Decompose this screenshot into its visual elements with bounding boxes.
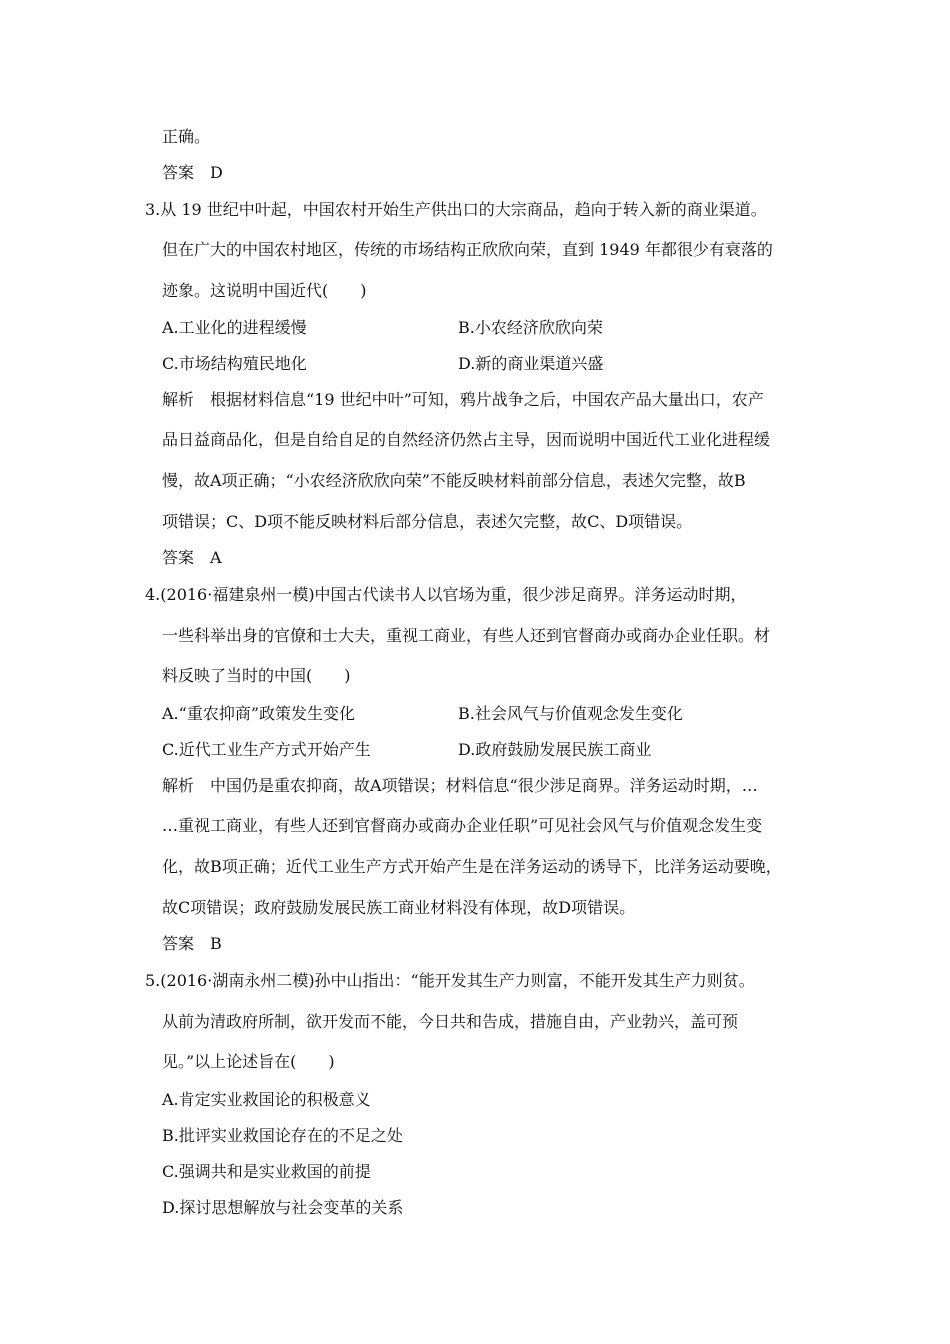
question-5-stem-line-1: 5.(2016·湖南永州二模)孙中山指出：“能开发其生产力则富，不能开发其生产力则贫。: [145, 971, 755, 990]
question-3-analysis-line-3: 慢，故A项正确；“小农经济欣欣向荣”不能反映材料前部分信息，表述欠完整，故B: [162, 471, 746, 490]
question-5-stem-line-3: 见。”以上论述旨在( ): [162, 1052, 335, 1071]
question-4-analysis-line-3: 化，故B项正确；近代工业生产方式开始产生是在洋务运动的诱导下，比洋务运动要晚，: [162, 857, 782, 876]
question-3-stem-line-1: 3.从 19 世纪中叶起，中国农村开始生产供出口的大宗商品，趋向于转入新的商业渠道。: [145, 200, 767, 219]
question-3-option-c: C.市场结构殖民地化: [162, 354, 307, 373]
question-4-analysis-line-1: 解析 中国仍是重农抑商，故A项错误；材料信息“很少涉足商界。洋务运动时期，…: [162, 776, 758, 795]
question-4-option-d: D.政府鼓励发展民族工商业: [458, 740, 652, 759]
question-4-option-b: B.社会风气与价值观念发生变化: [458, 704, 683, 723]
question-3-stem-line-3: 迹象。这说明中国近代( ): [162, 281, 367, 300]
question-3-analysis-line-2: 品日益商品化，但是自给自足的自然经济仍然占主导，因而说明中国近代工业化进程缓: [162, 430, 771, 449]
question-3-option-d: D.新的商业渠道兴盛: [458, 354, 604, 373]
question-4-analysis-line-2: …重视工商业，有些人还到官督商办或商办企业任职”可见社会风气与价值观念发生变: [162, 816, 763, 835]
question-5-option-c: C.强调共和是实业救国的前提: [162, 1162, 371, 1181]
question-4-stem-line-1: 4.(2016·福建泉州一模)中国古代读书人以官场为重，很少涉足商界。洋务运动时期，: [145, 585, 747, 604]
prev-answer: 答案 D: [162, 163, 223, 182]
question-4-stem-line-3: 料反映了当时的中国( ): [162, 666, 351, 685]
question-3-stem-line-2: 但在广大的中国农村地区，传统的市场结构正欣欣向荣，直到 1949 年都很少有衰落的: [162, 240, 773, 259]
question-4-option-c: C.近代工业生产方式开始产生: [162, 740, 371, 759]
question-4-analysis-line-4: 故C项错误；政府鼓励发展民族工商业材料没有体现，故D项错误。: [162, 898, 636, 917]
question-5-option-b: B.批评实业救国论存在的不足之处: [162, 1126, 403, 1145]
question-4-stem-line-2: 一些科举出身的官僚和士大夫，重视工商业，有些人还到官督商办或商办企业任职。材: [162, 626, 771, 645]
question-3-option-b: B.小农经济欣欣向荣: [458, 318, 603, 337]
question-3-analysis-line-4: 项错误；C、D项不能反映材料后部分信息，表述欠完整，故C、D项错误。: [162, 512, 693, 531]
prev-analysis-tail: 正确。: [162, 127, 211, 146]
question-5-option-a: A.肯定实业救国论的积极意义: [162, 1090, 371, 1109]
question-4-answer: 答案 B: [162, 934, 222, 953]
question-3-option-a: A.工业化的进程缓慢: [162, 318, 307, 337]
question-3-answer: 答案 A: [162, 548, 222, 567]
question-4-option-a: A.“重农抑商”政策发生变化: [162, 704, 356, 723]
question-5-stem-line-2: 从前为清政府所制，欲开发而不能，今日共和告成，措施自由，产业勃兴，盖可预: [162, 1012, 739, 1031]
question-5-option-d: D.探讨思想解放与社会变革的关系: [162, 1198, 404, 1217]
question-3-analysis-line-1: 解析 根据材料信息“19 世纪中叶”可知，鸦片战争之后，中国农产品大量出口，农产: [162, 390, 764, 409]
